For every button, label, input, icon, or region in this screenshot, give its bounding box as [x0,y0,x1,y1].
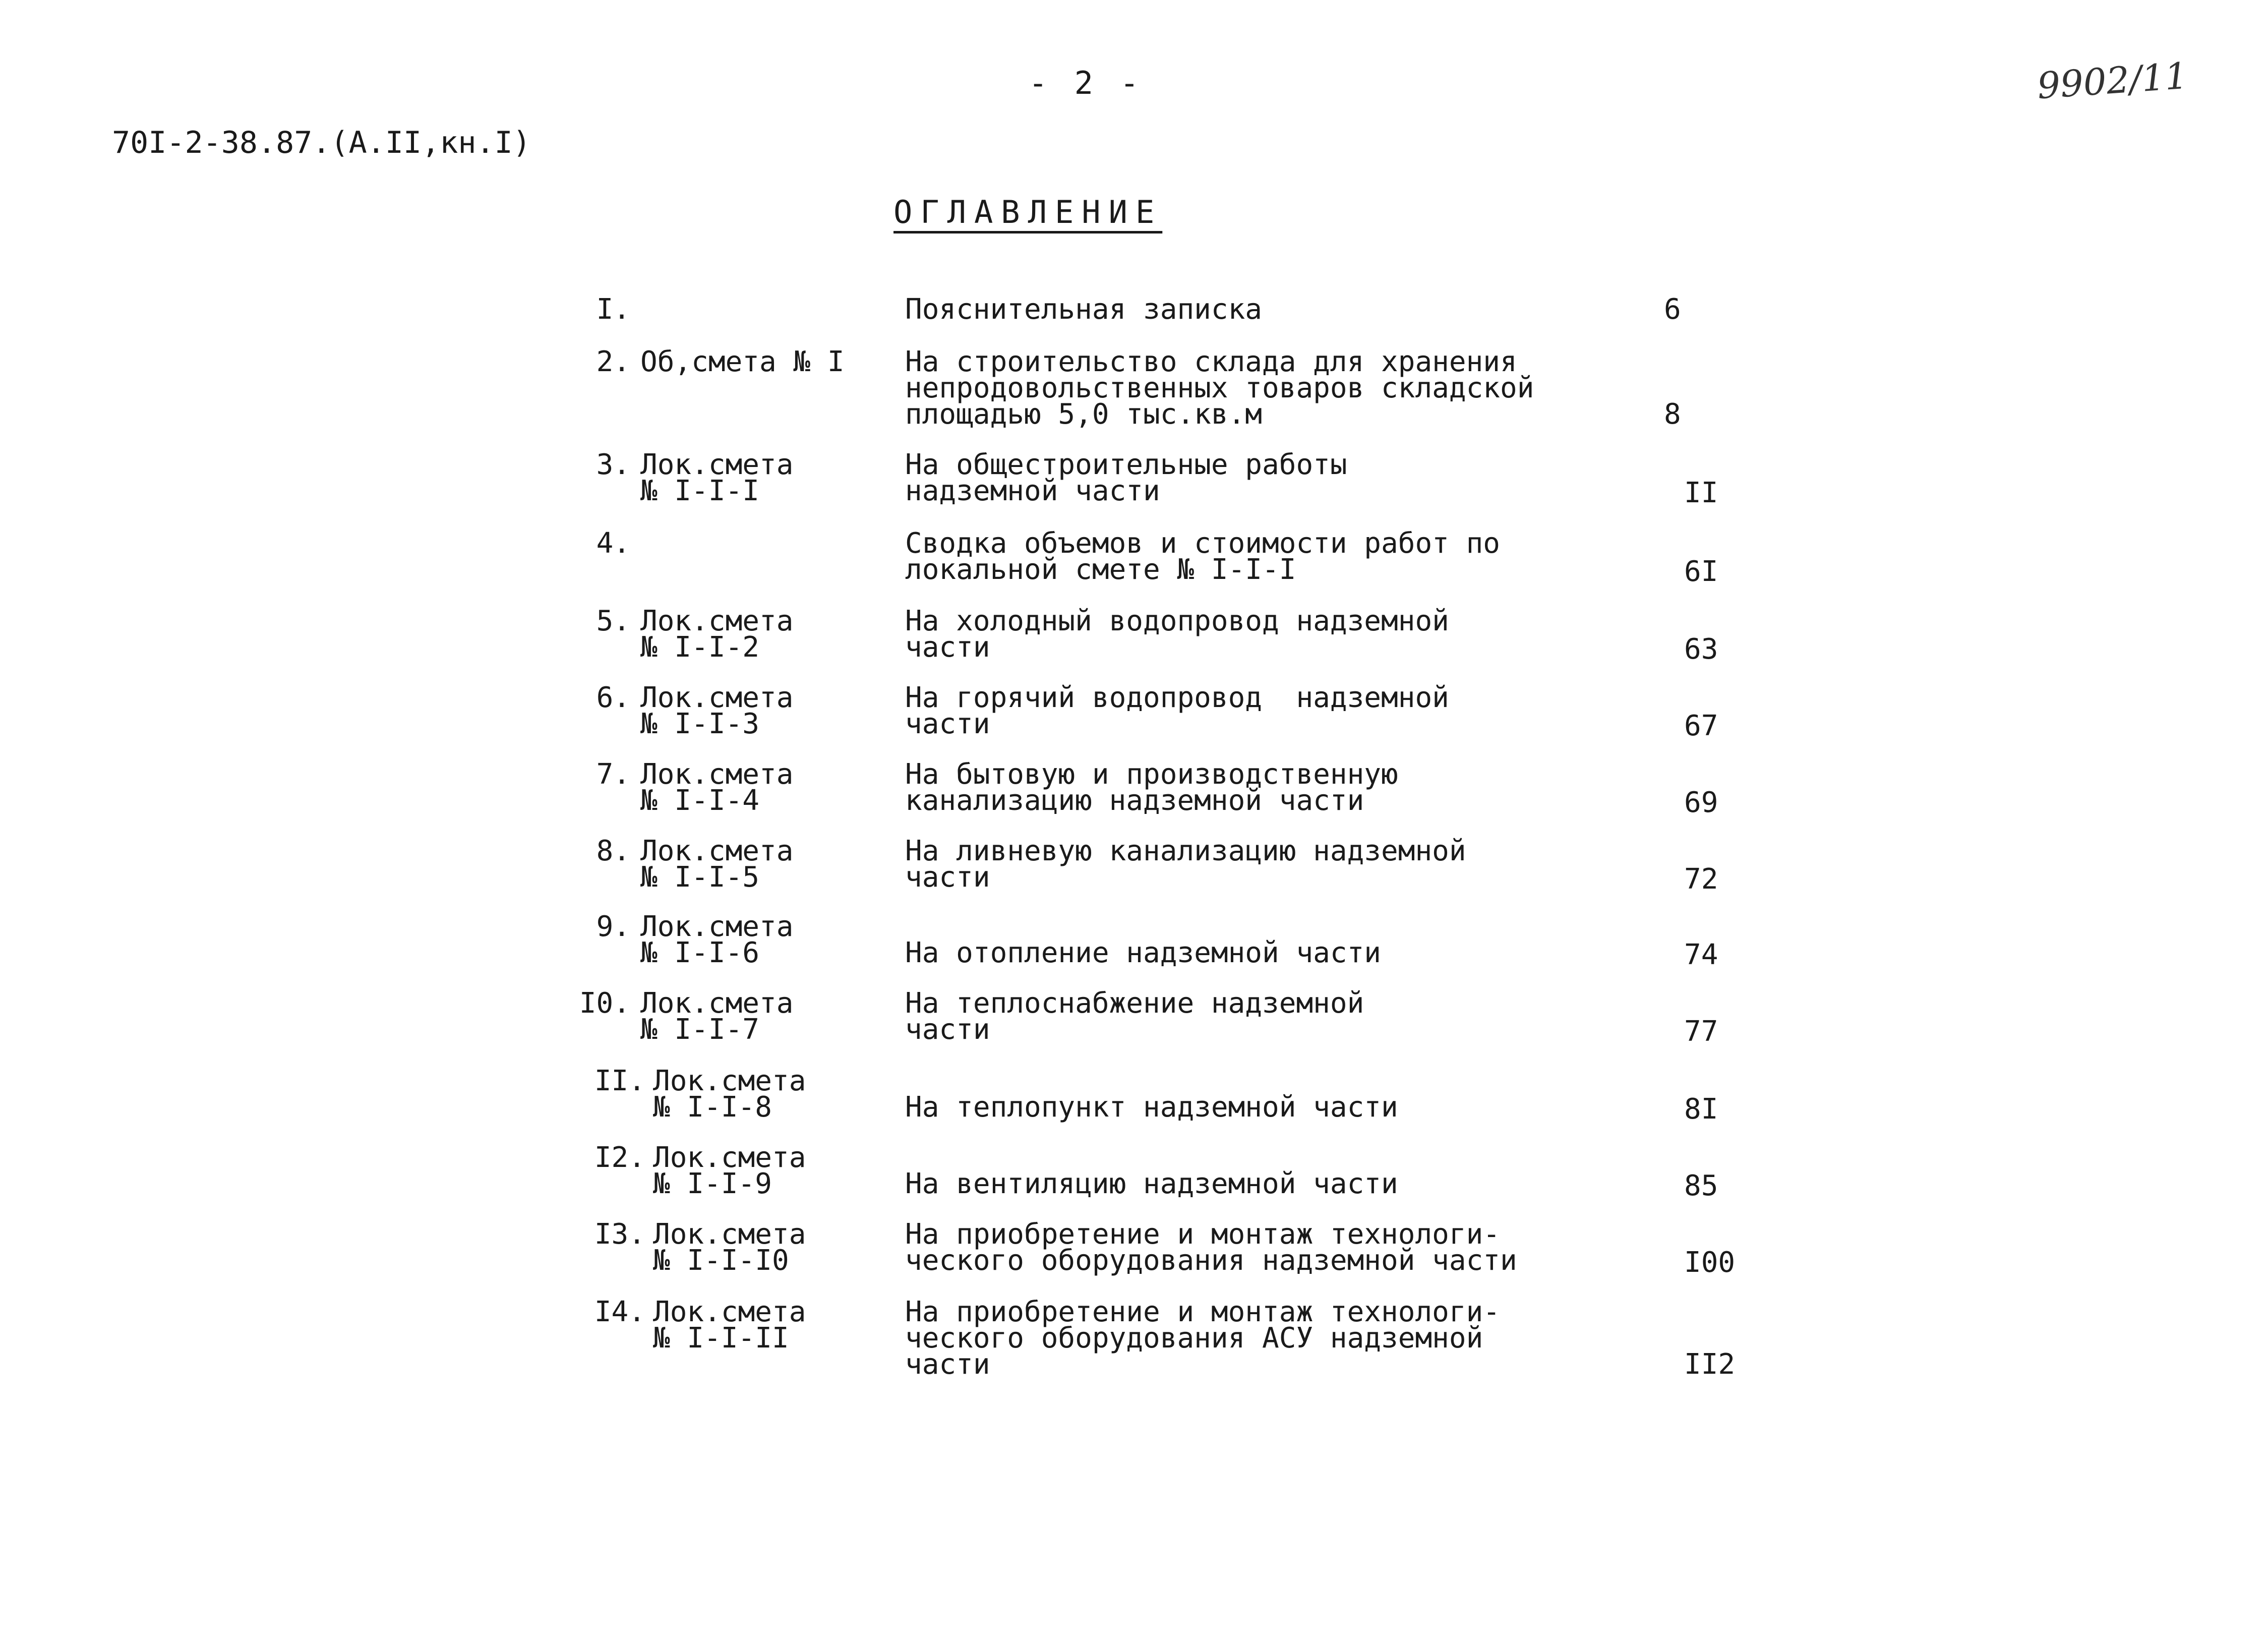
toc-entry-label: Лок.смета № I-I-9 [653,1141,806,1200]
toc-entry-number: 7. [596,758,630,791]
toc-entry-label: Лок.смета № I-I-3 [640,681,794,740]
toc-entry-label: Лок.смета № I-I-7 [640,987,794,1046]
toc-entry-number: 6. [596,681,630,714]
toc-entry-page: 72 [1684,863,1718,896]
toc-entry-label: Лок.смета № I-I-6 [640,910,794,969]
toc-entry-description: На приобретение и монтаж технологи- ческого оборудования АСУ надземной части [905,1296,1501,1381]
toc-entry-page: 67 [1684,710,1718,742]
toc-entry-description: На холодный водопровод надземной части [905,605,1449,664]
toc-entry-number: 5. [596,605,630,637]
toc-entry-number: I. [596,293,630,326]
toc-entry-number: 2. [596,345,630,378]
toc-entry-page: 77 [1684,1015,1718,1048]
toc-entry-description: На отопление надземной части [905,936,1382,969]
toc-entry-number: I2. [594,1141,645,1174]
toc-entry-description: На теплоснабжение надземной части [905,987,1364,1046]
toc-entry-number: II. [594,1065,645,1097]
toc-entry-page: 8I [1684,1093,1718,1126]
toc-entry-label: Лок.смета № I-I-II [653,1296,806,1355]
toc-entry-description: На строительство склада для хранения непродовольственных товаров складской площадью 5,0 тыс.кв.м [905,345,1534,431]
toc-entry-label: Лок.смета № I-I-I0 [653,1218,806,1277]
toc-entry-description: На горячий водопровод надземной части [905,681,1449,740]
toc-entry-description: На приобретение и монтаж технологи- ческого оборудования надземной части [905,1218,1517,1277]
toc-entry-page: 74 [1684,938,1718,971]
toc-entry-number: I0. [579,987,630,1020]
toc-entry-number: 8. [596,835,630,867]
toc-entry-description: На ливневую канализацию надземной части [905,835,1466,894]
toc-entry-description: На вентиляцию надземной части [905,1167,1398,1200]
toc-entry-label: Лок.смета № I-I-5 [640,835,794,894]
toc-entry-page: 8 [1664,398,1681,431]
toc-entry-page: I00 [1684,1246,1736,1279]
toc-entry-page: 6I [1684,555,1718,588]
page-number: - 2 - [1029,65,1143,101]
toc-entry-description: На общестроительные работы надземной части [905,448,1347,507]
toc-entry-number: 9. [596,910,630,943]
toc-entry-page: 85 [1684,1169,1718,1202]
toc-entry-description: Пояснительная записка [905,293,1263,326]
toc-entry-label: Лок.смета № I-I-4 [640,758,794,817]
toc-entry-number: 3. [596,448,630,481]
toc-entry-label: Лок.смета № I-I-8 [653,1065,806,1124]
toc-entry-number: I4. [594,1296,645,1328]
toc-entry-label: Лок.смета № I-I-2 [640,605,794,664]
toc-entry-page: II2 [1684,1348,1736,1381]
toc-title: ОГЛАВЛЕНИЕ [893,194,1163,230]
toc-entry-description: На теплопункт надземной части [905,1091,1398,1124]
handwritten-mark: 9902/11 [2036,54,2189,107]
toc-entry-page: II [1684,477,1718,509]
toc-entry-number: I3. [594,1218,645,1251]
toc-entry-page: 63 [1684,633,1718,666]
toc-entry-number: 4. [596,527,630,560]
document-code: 70I-2-38.87.(А.II,кн.I) [112,125,531,160]
toc-entry-description: На бытовую и производственную канализацию надземной части [905,758,1398,817]
toc-entry-label: Об,смета № I [640,345,845,378]
toc-entry-label: Лок.смета № I-I-I [640,448,794,507]
toc-entry-page: 69 [1684,786,1718,819]
toc-entry-page: 6 [1664,293,1681,326]
toc-entry-description: Сводка объемов и стоимости работ по локальной смете № I-I-I [905,527,1501,586]
